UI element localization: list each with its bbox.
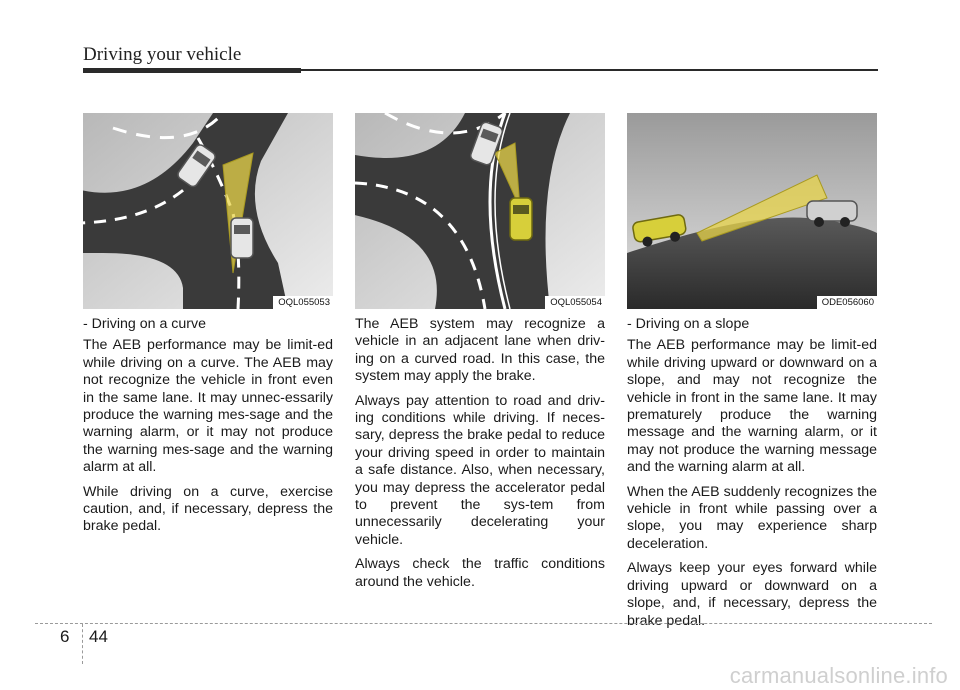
paragraph: Always check the traffic conditions around the vehicle. [355, 556, 605, 590]
text-column-1 [83, 316, 333, 543]
figure-curve [83, 113, 333, 309]
paragraph: When the AEB suddenly recognizes the vehicle in front while passing over a slope, you may experience sharp deceleration. [627, 483, 877, 552]
figure-adjacent-lane [355, 113, 605, 309]
watermark-text: carmanualsonline.info [729, 663, 948, 688]
paragraph: The AEB system may recognize a vehicle in an adjacent lane when driv-ing on a curved road. In this case, the system may apply the brake. [355, 316, 605, 385]
paragraph: While driving on a curve, exercise caution, and, if necessary, depress the brake pedal. [83, 483, 333, 535]
page-header-title: Driving your vehicle [83, 44, 242, 65]
paragraph: The AEB performance may be limit-ed while driving upward or downward on a slope, and may not recognize the vehicle in front in the same lane. It may prematurely produce the warning message and the warning alarm, or it may not produce the warning message and the warning alarm at all. [627, 337, 877, 476]
figure-code: OQL055053 [273, 296, 333, 309]
footer-rule [35, 623, 932, 624]
paragraph: The AEB performance may be limit-ed while driving on a curve. The AEB may not recognize the vehicle in front even in the same lane. It may unnec-essarily produce the warning mes-sage and the warning alarm, or it may not produce the warning mes-sage and the warning alarm at all. [83, 337, 333, 476]
figure-slope [627, 113, 877, 309]
paragraph: Always keep your eyes forward while driving upward or downward on a slope, and, if necessary, depress the brake pedal. [627, 560, 877, 629]
adjacent-lane-illustration [355, 113, 605, 309]
chapter-number: 6 [60, 627, 70, 646]
figure-code: OQL055054 [545, 296, 605, 309]
page-number: 44 [89, 627, 108, 646]
text-column-3 [627, 316, 877, 637]
text-column-2 [355, 316, 605, 598]
figure-code: ODE056060 [817, 296, 877, 309]
footer-divider [82, 624, 83, 664]
subheading-curve: - Driving on a curve [83, 316, 207, 332]
subheading-slope: - Driving on a slope [627, 316, 750, 332]
curve-road-illustration [83, 113, 333, 309]
header-rule [83, 68, 878, 73]
paragraph: Always pay attention to road and driv-ing conditions while driving. If neces-sary, depress the brake pedal to reduce your driving speed in order to maintain a safe distance. Also, when necessary, you may depress the accelerator pedal to prevent the sys-tem from unnecessarily decelerating your vehicle. [355, 392, 605, 548]
slope-illustration [627, 113, 877, 309]
